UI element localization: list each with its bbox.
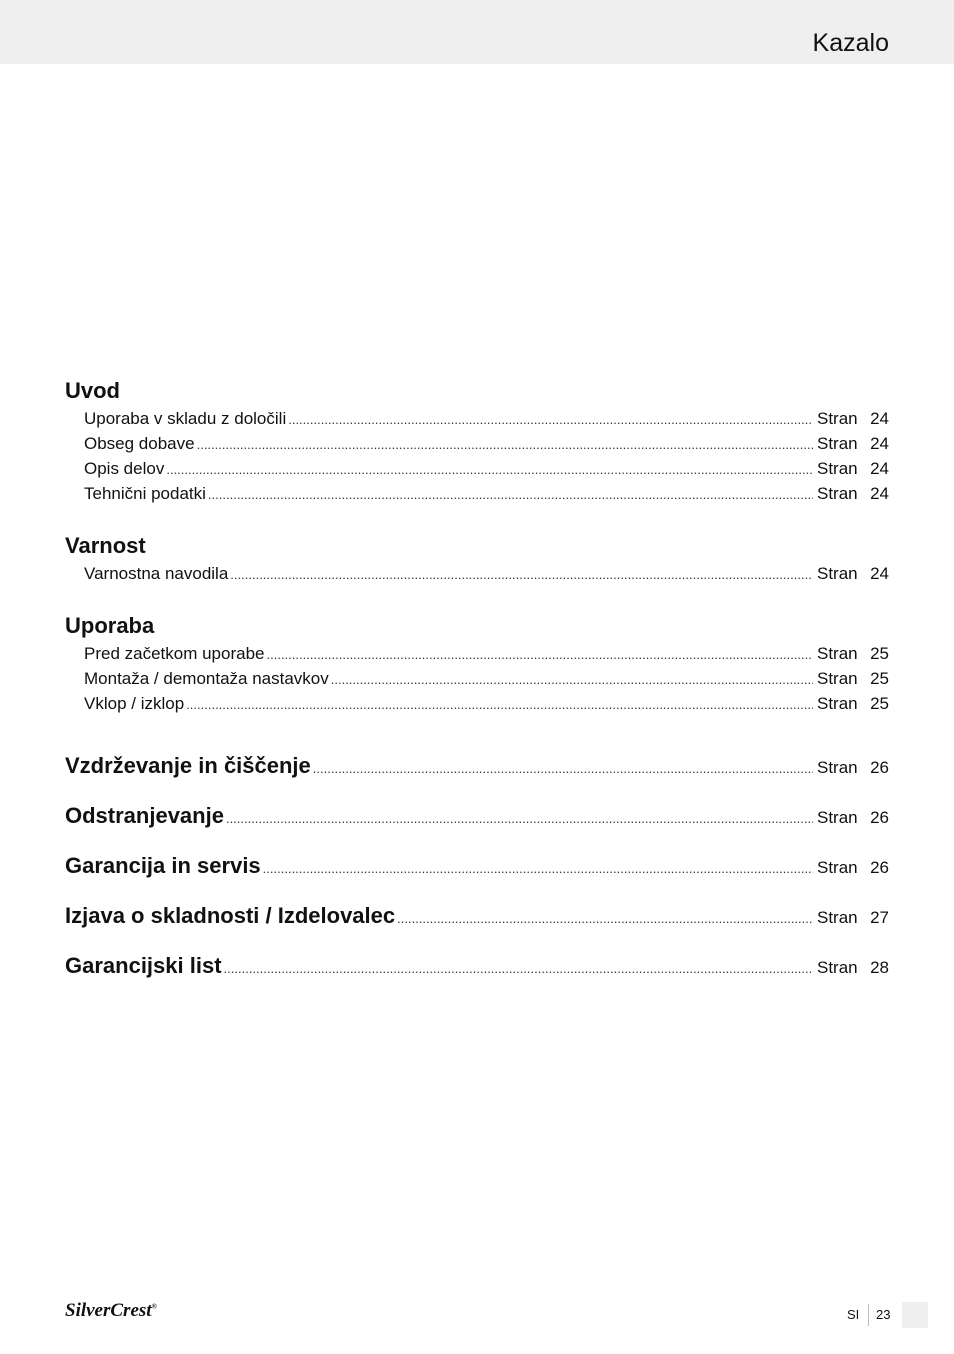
- page-label: Stran: [817, 644, 858, 663]
- toc-major-entry[interactable]: [65, 941, 889, 991]
- page-number: 24: [870, 434, 889, 453]
- page-label: Stran: [817, 694, 858, 713]
- toc-entry[interactable]: [65, 406, 889, 431]
- page-number: 27: [870, 908, 889, 927]
- dot-leader: [208, 481, 813, 507]
- section-spacer: [65, 506, 889, 531]
- toc-entry[interactable]: [65, 431, 889, 456]
- page-number: 26: [870, 858, 889, 877]
- toc-major-title: Vzdrževanje in čiščenje: [65, 753, 311, 778]
- toc-entry[interactable]: [65, 666, 889, 691]
- page-number: 26: [870, 758, 889, 777]
- page-number: 24: [870, 409, 889, 428]
- page-label: Stran: [817, 758, 858, 777]
- registered-mark: ®: [151, 1302, 157, 1311]
- page-label: Stran: [817, 958, 858, 977]
- dot-leader: [186, 691, 813, 717]
- dot-leader: [263, 844, 813, 894]
- dot-leader: [267, 641, 814, 667]
- page-label: Stran: [817, 908, 858, 927]
- table-of-contents: [65, 376, 889, 991]
- toc-major-title: Izjava o skladnosti / Izdelovalec: [65, 903, 396, 928]
- dot-leader: [331, 666, 813, 692]
- header-band: [0, 0, 954, 64]
- brand-logo: [65, 1300, 157, 1322]
- toc-major-title: Odstranjevanje: [65, 803, 224, 828]
- toc-entry[interactable]: [65, 691, 889, 716]
- footer-box: [902, 1302, 928, 1328]
- footer-divider: [868, 1304, 869, 1326]
- toc-major-list: [65, 741, 889, 991]
- toc-section: [65, 376, 889, 506]
- toc-major-entry[interactable]: [65, 791, 889, 841]
- dot-leader: [288, 406, 813, 432]
- page-number: 25: [870, 694, 889, 713]
- toc-entry[interactable]: [65, 641, 889, 666]
- page-label: Stran: [817, 858, 858, 877]
- dot-leader: [224, 944, 813, 994]
- toc-entry-title: Vklop / izklop: [84, 694, 185, 713]
- page-number: 28: [870, 958, 889, 977]
- toc-section: [65, 611, 889, 716]
- page-label: Stran: [817, 484, 858, 503]
- toc-major-title: Garancijski list: [65, 953, 222, 978]
- page-number: 24: [870, 564, 889, 583]
- dot-leader: [397, 894, 813, 944]
- toc-major-title: Garancija in servis: [65, 853, 261, 878]
- language-code: SI: [847, 1307, 860, 1322]
- page-number: 24: [870, 484, 889, 503]
- page-number: 24: [870, 459, 889, 478]
- toc-entry-title: Obseg dobave: [84, 434, 195, 453]
- dot-leader: [230, 561, 813, 587]
- dot-leader: [197, 431, 813, 457]
- toc-section: [65, 531, 889, 586]
- page-label: Stran: [817, 808, 858, 827]
- brand-logo-text: SilverCrest: [65, 1300, 152, 1321]
- toc-entry-title: Tehnični podatki: [84, 484, 206, 503]
- page-label: Stran: [817, 564, 858, 583]
- section-heading: Uporaba: [65, 613, 155, 638]
- toc-entry-title: Varnostna navodila: [84, 564, 229, 583]
- toc-major-entry[interactable]: [65, 741, 889, 791]
- toc-major-entry[interactable]: [65, 841, 889, 891]
- toc-entry[interactable]: [65, 456, 889, 481]
- toc-major-entry[interactable]: [65, 891, 889, 941]
- page-number-footer: 23: [876, 1307, 891, 1322]
- toc-entry-title: Uporaba v skladu z določili: [84, 409, 287, 428]
- toc-entry[interactable]: [65, 481, 889, 506]
- page-label: Stran: [817, 434, 858, 453]
- page-label: Stran: [817, 459, 858, 478]
- toc-entry[interactable]: [65, 561, 889, 586]
- dot-leader: [166, 456, 813, 482]
- page-number: 26: [870, 808, 889, 827]
- section-heading: Varnost: [65, 533, 146, 558]
- page-label: Stran: [817, 669, 858, 688]
- page-number: 25: [870, 669, 889, 688]
- toc-entry-title: Pred začetkom uporabe: [84, 644, 265, 663]
- page-number: 25: [870, 644, 889, 663]
- section-heading: Uvod: [65, 378, 120, 403]
- toc-entry-title: Opis delov: [84, 459, 165, 478]
- section-spacer: [65, 586, 889, 611]
- page-label: Stran: [817, 409, 858, 428]
- toc-entry-title: Montaža / demontaža nastavkov: [84, 669, 329, 688]
- page-title: Kazalo: [812, 29, 889, 57]
- dot-leader: [313, 744, 813, 794]
- dot-leader: [226, 794, 813, 844]
